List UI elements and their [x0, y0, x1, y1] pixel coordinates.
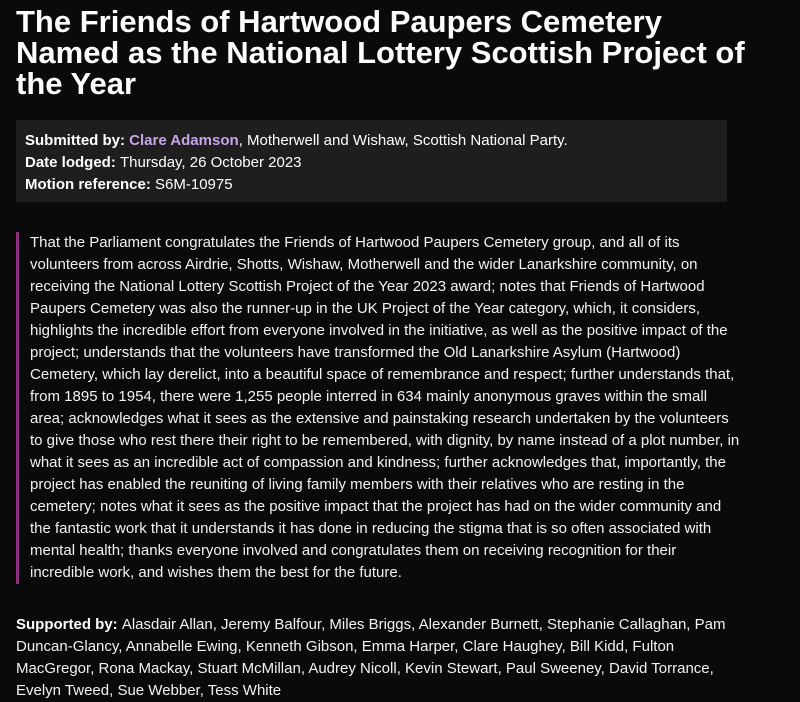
- motion-text: [16, 232, 744, 584]
- submitted-by-line: [25, 130, 717, 152]
- submitted-by-label: Submitted by:: [25, 132, 130, 149]
- motion-body: That the Parliament congratulates the Friends of Hartwood Paupers Cemetery group, and all of its volunteers from across Airdrie, Shotts, Wishaw, Motherwell and the wider Lanarkshire community, on receiving the National Lottery Scottish Project of the Year 2023 award; notes that Friends of Hartwood Paupers Cemetery was also the runner-up in the UK Project of the Year category, which, it considers, highlights the incredible effort from everyone involved in the initiative, as well as the positive impact of the project; understands that the volunteers have transformed the Old Lanarkshire Asylum (Hartwood) Cemetery, which lay derelict, into a beautiful space of remembrance and respect; further understands that, from 1895 to 1954, there were 1,255 people interred in 634 mainly anonymous graves within the small area; acknowledges what it sees as the extensive and painstaking research undertaken by the volunteers to give those who rest there their right to be remembered, with dignity, by name instead of a plot number, in what it sees as an incredible act of compassion and kindness; further acknowledges that, importantly, the project has enabled the reuniting of living family members with their relatives who are resting in the cemetery; notes what it sees as the positive impact that the project has had on the wider community and the fantastic work that it understands it has done in reducing the stigma that is so often associated with mental health; thanks everyone involved and congratulates them on receiving recognition for their incredible work, and wishes them the best for the future.: [30, 234, 740, 581]
- motion-meta-box: [16, 120, 727, 202]
- motion-reference-value: S6M-10975: [155, 176, 233, 193]
- motion-title: The Friends of Hartwood Paupers Cemetery Named as the National Lottery Scottish Project of the Year: [16, 4, 745, 101]
- supporters-list: Alasdair Allan, Jeremy Balfour, Miles Briggs, Alexander Burnett, Stephanie Callaghan, Pam Duncan-Glancy, Annabelle Ewing, Kenneth Gibson, Emma Harper, Clare Haughey, Bill Kidd, Fulton MacGregor, Rona Mackay, Stuart McMillan, Audrey Nicoll, Kevin Stewart, Paul Sweeney, David Torrance, Evelyn Tweed, Sue Webber, Tess White: [16, 616, 726, 699]
- date-lodged-label: Date lodged:: [25, 154, 121, 171]
- motion-page: [16, 0, 786, 702]
- member-link[interactable]: Clare Adamson: [129, 132, 239, 149]
- supported-by-label: Supported by:: [16, 616, 122, 633]
- motion-reference-label: Motion reference:: [25, 176, 156, 193]
- date-lodged-line: [25, 152, 717, 174]
- motion-reference-line: [25, 174, 717, 196]
- submitted-by-details: , Motherwell and Wishaw, Scottish National Party.: [238, 132, 568, 149]
- date-lodged-value: Thursday, 26 October 2023: [120, 154, 302, 171]
- supported-by-section: [16, 614, 746, 702]
